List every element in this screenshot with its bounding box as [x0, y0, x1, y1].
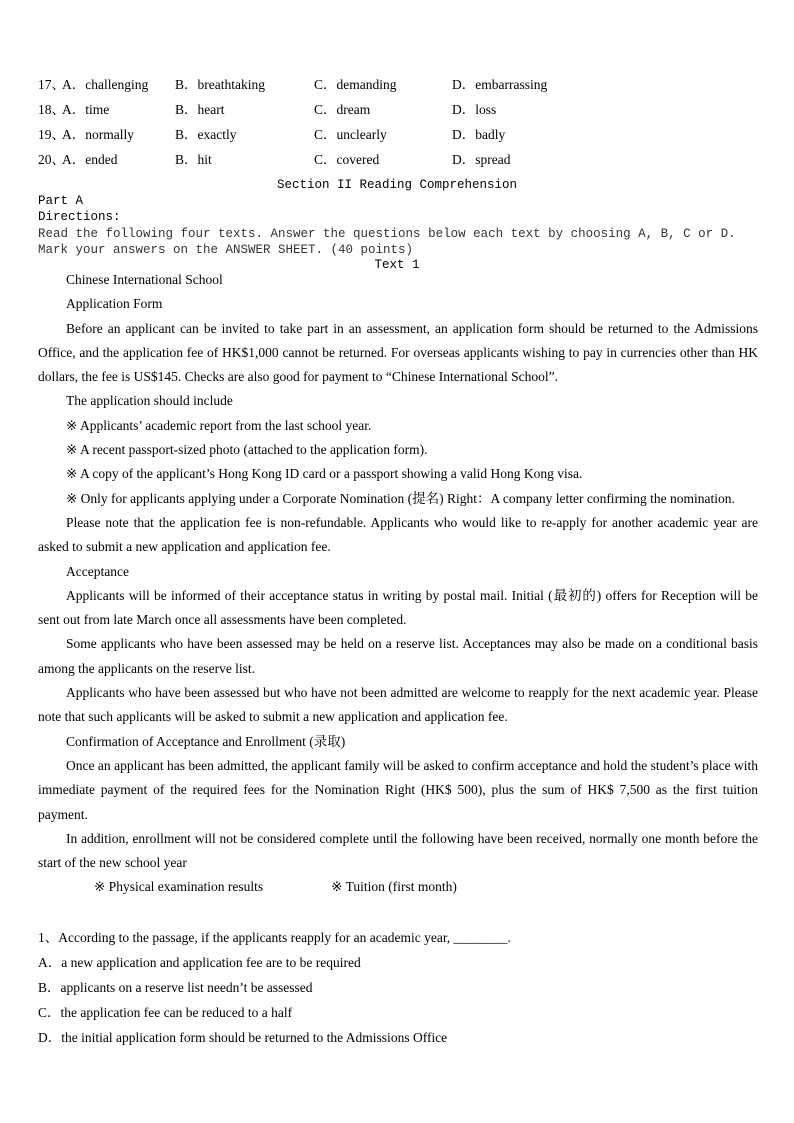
- question-stem: 1、According to the passage, if the applicants reapply for an academic year, ________.: [38, 930, 511, 945]
- final-item: ※ Tuition (first month): [331, 879, 457, 895]
- paragraph: In addition, enrollment will not be considered complete until the following have been received, normally one month before the start of the new school year: [38, 830, 758, 871]
- paragraph: Before an applicant can be invited to take part in an assessment, an application form should be returned to the Admissions Office, and the application fee of HK$1,000 cannot be returned. For overseas applicants wishing to pay in currencies other than HK dollars, the fee is US$145. Checks are also good for payment to “Chinese International School”.: [38, 320, 758, 385]
- paragraph: Applicants who have been assessed but who have not been admitted are welcome to reapply for the next academic year. Please note that such applicants will be asked to submit a new application and application fee.: [38, 685, 758, 725]
- option-c: C．covered: [314, 152, 380, 167]
- confirmation-heading: Confirmation of Acceptance and Enrollment (录取): [66, 733, 346, 749]
- answer-option-a: A．a new application and application fee are to be required: [38, 955, 361, 970]
- part-label: Part A: [38, 194, 84, 208]
- section-title: Section II Reading Comprehension: [276, 178, 518, 192]
- text-title: Text 1: [374, 258, 420, 272]
- include-item: ※ A copy of the applicant’s Hong Kong ID card or a passport showing a valid Hong Kong visa.: [66, 466, 583, 482]
- option-a: A．ended: [62, 152, 118, 167]
- option-b: B．breathtaking: [175, 77, 265, 92]
- question-number: 18、: [38, 102, 65, 117]
- acceptance-heading: Acceptance: [66, 563, 129, 579]
- final-item: ※ Physical examination results: [94, 879, 264, 895]
- paragraph: Applicants will be informed of their acceptance status in writing by postal mail. Initial (最初的) offers for Reception will be sent out from late March once all assessments have been completed.: [38, 587, 758, 628]
- option-c: C．demanding: [314, 77, 397, 92]
- include-item: ※ A recent passport-sized photo (attached to the application form).: [66, 442, 428, 458]
- answer-option-d: D．the initial application form should be returned to the Admissions Office: [38, 1030, 448, 1045]
- option-b: B．exactly: [175, 127, 237, 142]
- question-number: 17、: [38, 77, 65, 92]
- option-a: A．time: [62, 102, 110, 117]
- include-heading: The application should include: [66, 393, 233, 409]
- directions-label: Directions:: [38, 210, 121, 224]
- option-d: D．embarrassing: [452, 77, 548, 92]
- question-1: [38, 925, 758, 1050]
- option-b: B．heart: [175, 102, 225, 117]
- answer-option-c: C．the application fee can be reduced to a half: [38, 1005, 293, 1020]
- option-c: C．unclearly: [314, 127, 387, 142]
- passage: [38, 268, 758, 900]
- include-item: ※ Applicants’ academic report from the last school year.: [66, 417, 372, 433]
- question-number: 19、: [38, 127, 65, 142]
- option-d: D．spread: [452, 152, 511, 167]
- option-d: D．loss: [452, 102, 497, 117]
- application-form-heading: Application Form: [66, 296, 163, 312]
- paragraph: Once an applicant has been admitted, the applicant family will be asked to confirm acceptance and hold the student’s place with immediate payment of the required fees for the Nomination Right (HK$ 500), plus the sum of HK$ 7,500 as the first tuition payment.: [38, 757, 758, 822]
- paragraph: Some applicants who have been assessed may be held on a reserve list. Acceptances may also be made on a conditional basis among the applicants on the reserve list.: [38, 636, 758, 676]
- paragraph: Please note that the application fee is non-refundable. Applicants who would like to re-apply for another academic year are asked to submit a new application and application fee.: [38, 514, 758, 555]
- directions-text: Read the following four texts. Answer the questions below each text by choosing A, B, C or D. Mark your answers on the ANSWER SHEET. (40 points): [38, 227, 736, 257]
- option-c: C．dream: [314, 102, 371, 117]
- school-name: Chinese International School: [66, 272, 223, 287]
- option-a: A．normally: [62, 127, 134, 142]
- option-d: D．badly: [452, 127, 506, 142]
- option-b: B．hit: [175, 152, 212, 167]
- question-number: 20、: [38, 152, 65, 167]
- answer-option-b: B．applicants on a reserve list needn’t be assessed: [38, 980, 313, 995]
- option-a: A．challenging: [62, 77, 149, 92]
- final-items: [38, 875, 758, 899]
- include-item: ※ Only for applicants applying under a Corporate Nomination (提名) Right：A company letter confirming the nomination.: [66, 490, 735, 506]
